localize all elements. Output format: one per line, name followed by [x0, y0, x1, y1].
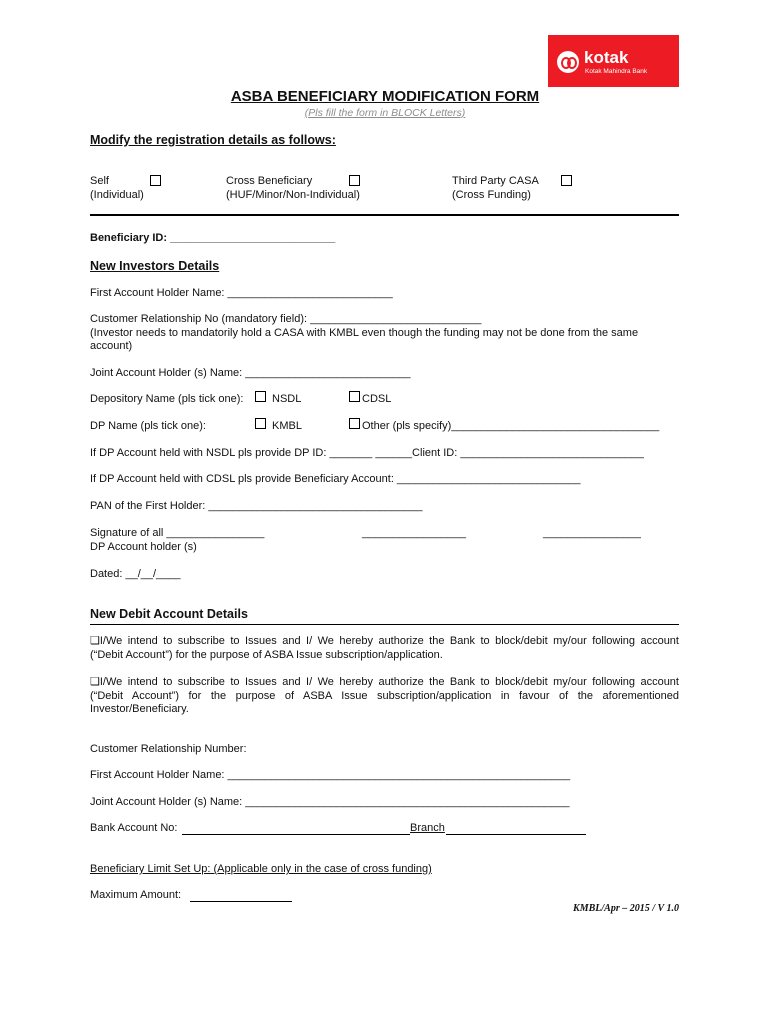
crn-field[interactable]: Customer Relationship No (mandatory field): ____________________________ [90, 313, 482, 325]
self-checkbox[interactable] [150, 175, 161, 186]
debit-divider [90, 624, 679, 625]
debit-first-holder-field[interactable]: First Account Holder Name: ________________________________________________________ [90, 769, 571, 781]
debit-heading: New Debit Account Details [90, 607, 248, 621]
option-third-line1: Third Party CASA [452, 175, 539, 187]
debit-joint-holder-field[interactable]: Joint Account Holder (s) Name: _____________________________________________________ [90, 796, 570, 808]
debit-crn-label: Customer Relationship Number: [90, 743, 247, 755]
consent-2-line3: Investor/Beneficiary. [90, 703, 189, 715]
divider [90, 214, 679, 216]
max-amount-line[interactable] [190, 901, 292, 902]
option-self-line2: (Individual) [90, 188, 144, 201]
option-third-party [452, 175, 539, 202]
dp-label: DP Name (pls tick one): [90, 420, 206, 432]
new-investors-heading: New Investors Details [90, 259, 220, 273]
option-cross-line2: (HUF/Minor/Non-Individual) [226, 188, 360, 201]
nsdl-dp-field[interactable]: If DP Account held with NSDL pls provide DP ID: _______ ______Client ID: ______________________________ [90, 447, 644, 459]
version-label: KMBL/Apr – 2015 / V 1.0 [573, 903, 679, 914]
modify-heading: Modify the registration details as follows: [90, 133, 336, 147]
other-field[interactable]: Other (pls specify)__________________________________ [362, 420, 660, 432]
third-party-checkbox[interactable] [561, 175, 572, 186]
logo-name: kotak [584, 48, 629, 67]
consent-1-line2: (“Debit Account”) for the purpose of ASBA Issue subscription/application. [90, 648, 443, 661]
cdsl-checkbox[interactable] [349, 391, 360, 402]
option-cross-beneficiary [226, 175, 360, 202]
kmbl-checkbox[interactable] [255, 418, 266, 429]
option-third-line2: (Cross Funding) [452, 188, 531, 201]
depository-label: Depository Name (pls tick one): [90, 393, 244, 405]
debit-consent-1[interactable] [90, 635, 679, 662]
cdsl-dp-field[interactable]: If DP Account held with CDSL pls provide Beneficiary Account: ______________________________ [90, 473, 581, 485]
option-self [90, 175, 144, 202]
beneficiary-id-field[interactable]: Beneficiary ID: ___________________________ [90, 232, 336, 244]
crn-block [90, 313, 638, 354]
bank-account-label: Bank Account No: [90, 822, 178, 834]
form-subtitle: (Pls fill the form in BLOCK Letters) [304, 107, 466, 119]
kmbl-label: KMBL [272, 420, 302, 432]
crn-note: (Investor needs to mandatorily hold a CASA with KMBL even though the funding may not be done from the same [90, 326, 639, 339]
branch-line[interactable] [446, 834, 586, 835]
joint-holder-field[interactable]: Joint Account Holder (s) Name: ___________________________ [90, 367, 411, 379]
option-cross-line1: Cross Beneficiary [226, 175, 313, 187]
logo-subtitle: Kotak Mahindra Bank [585, 68, 648, 75]
debit-consent-2[interactable] [90, 676, 679, 717]
cross-beneficiary-checkbox[interactable] [349, 175, 360, 186]
first-holder-field[interactable]: First Account Holder Name: ___________________________ [90, 287, 393, 299]
consent-2-line1: ❑I/We intend to subscribe to Issues and I/ We hereby authorize the Bank to block/debit my/our following account [90, 676, 679, 688]
nsdl-checkbox[interactable] [255, 391, 266, 402]
max-amount-label: Maximum Amount: [90, 889, 182, 901]
crn-note-cont: account) [90, 340, 133, 352]
signature-field-2[interactable]: _________________ [362, 527, 467, 539]
limit-heading: Beneficiary Limit Set Up: (Applicable only in the case of cross funding) [90, 863, 432, 875]
kotak-logo-icon [557, 51, 579, 73]
kotak-logo [548, 35, 679, 87]
cdsl-label: CDSL [362, 393, 392, 405]
signature-field-3[interactable]: ________________ [543, 527, 641, 539]
signature-block [90, 527, 264, 554]
bank-account-line[interactable] [182, 834, 410, 835]
consent-2-line2: (“Debit Account”) for the purpose of ASBA Issue subscription/application in favour of the aforementioned [90, 689, 679, 702]
pan-field[interactable]: PAN of the First Holder: ___________________________________ [90, 500, 423, 512]
signature-field-1[interactable]: Signature of all ________________ [90, 527, 265, 539]
signature-label: DP Account holder (s) [90, 540, 197, 553]
consent-1-line1: ❑I/We intend to subscribe to Issues and I/ We hereby authorize the Bank to block/debit my/our following account [90, 635, 679, 647]
other-checkbox[interactable] [349, 418, 360, 429]
form-title: ASBA BENEFICIARY MODIFICATION FORM [230, 88, 540, 105]
nsdl-label: NSDL [272, 393, 302, 405]
option-self-line1: Self [90, 175, 109, 187]
branch-label: Branch [410, 822, 445, 834]
dated-field[interactable]: Dated: __/__/____ [90, 568, 181, 580]
